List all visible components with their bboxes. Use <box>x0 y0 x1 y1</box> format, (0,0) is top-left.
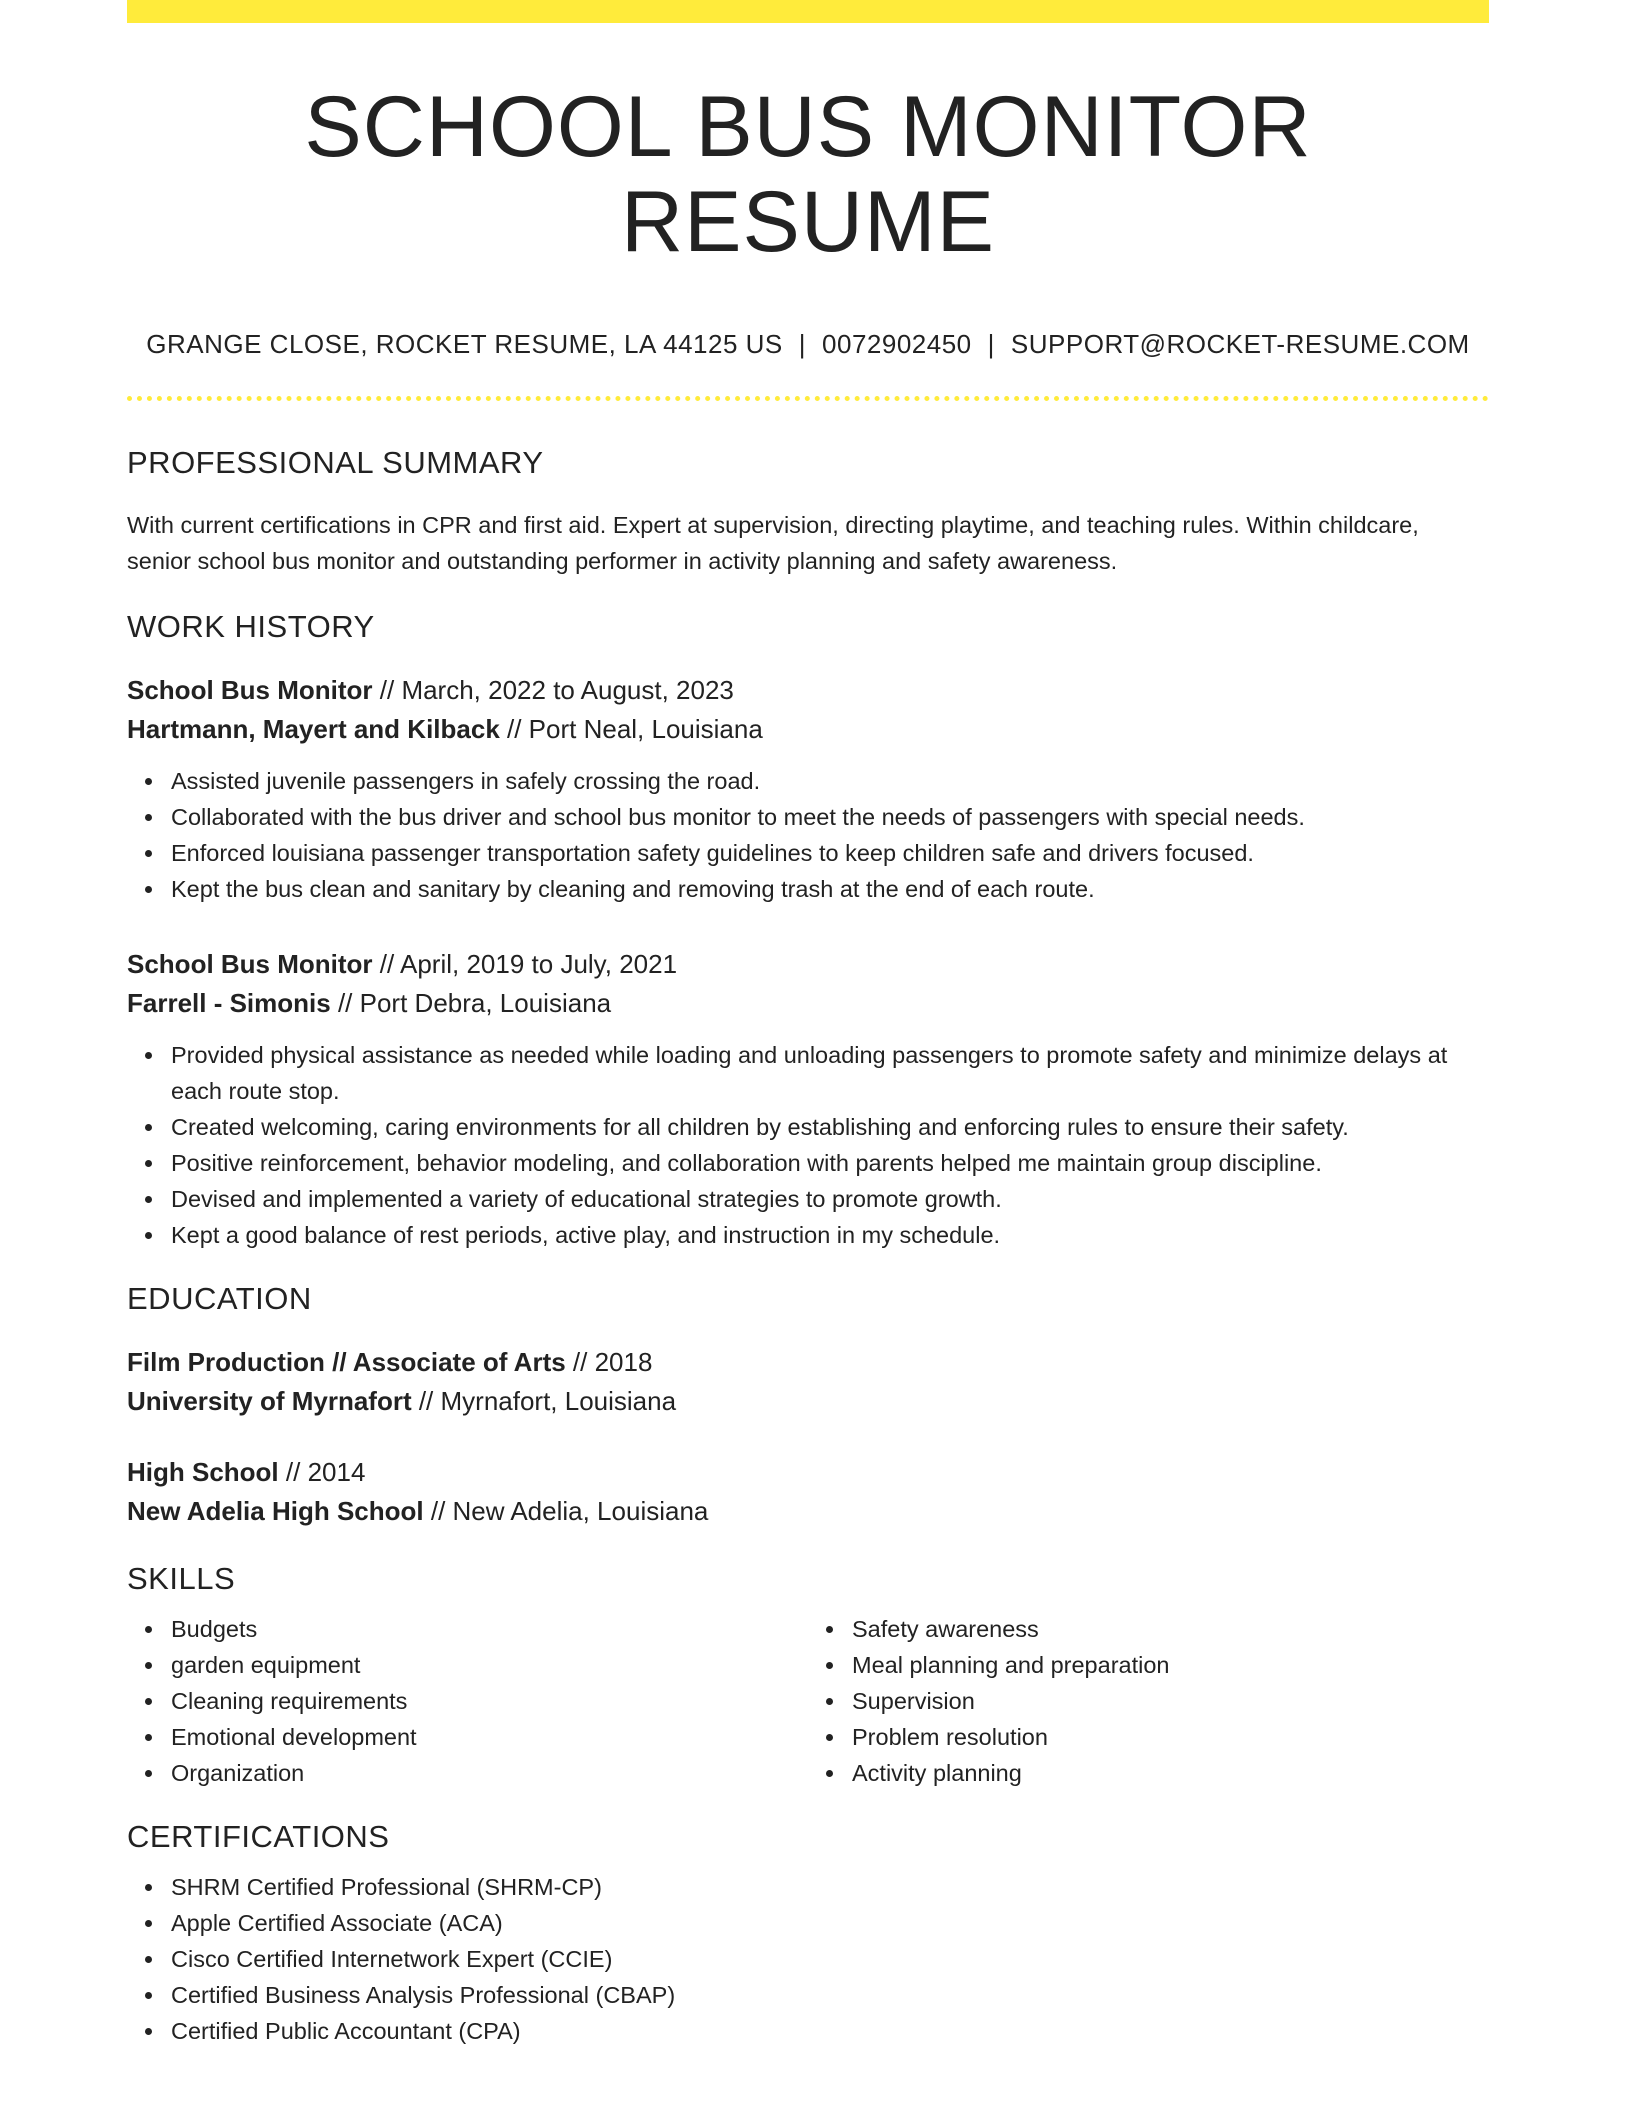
job-entry <box>127 945 1489 1253</box>
certification-item: SHRM Certified Professional (SHRM-CP) <box>171 1869 1489 1905</box>
section-heading-summary: PROFESSIONAL SUMMARY <box>127 445 544 481</box>
skill-item: Supervision <box>852 1683 1489 1719</box>
education-degree-line <box>127 1453 1489 1492</box>
education-school: University of Myrnafort <box>127 1386 412 1417</box>
section-heading-certifications: CERTIFICATIONS <box>127 1819 390 1855</box>
job-bullet: Collaborated with the bus driver and school bus monitor to meet the needs of passengers with special needs. <box>171 799 1489 835</box>
education-year: // 2018 <box>565 1347 653 1378</box>
skill-item: Budgets <box>171 1611 808 1647</box>
education-location: // Myrnafort, Louisiana <box>411 1386 677 1417</box>
contact-phone: 0072902450 <box>822 329 972 360</box>
job-bullets <box>127 763 1489 907</box>
job-title-line <box>127 945 1489 984</box>
education-location: // New Adelia, Louisiana <box>423 1496 709 1527</box>
skill-item: Activity planning <box>852 1755 1489 1791</box>
job-location: // Port Neal, Louisiana <box>499 714 763 745</box>
certification-item: Cisco Certified Internetwork Expert (CCIE) <box>171 1941 1489 1977</box>
job-title: School Bus Monitor <box>127 675 373 706</box>
skill-item: Safety awareness <box>852 1611 1489 1647</box>
contact-address: GRANGE CLOSE, ROCKET RESUME, LA 44125 US <box>146 329 783 360</box>
education-year: // 2014 <box>278 1457 366 1488</box>
job-bullet: Created welcoming, caring environments for all children by establishing and enforcing rules to ensure their safety. <box>171 1109 1489 1145</box>
skill-item: Organization <box>171 1755 808 1791</box>
job-bullet: Kept the bus clean and sanitary by cleaning and removing trash at the end of each route. <box>171 871 1489 907</box>
job-bullet: Provided physical assistance as needed while loading and unloading passengers to promote safety and minimize delays at each route stop. <box>171 1037 1489 1109</box>
job-title: School Bus Monitor <box>127 949 373 980</box>
job-dates: // March, 2022 to August, 2023 <box>372 675 734 706</box>
skill-item: Problem resolution <box>852 1719 1489 1755</box>
certification-item: Apple Certified Associate (ACA) <box>171 1905 1489 1941</box>
contact-line <box>127 329 1489 360</box>
job-bullets <box>127 1037 1489 1253</box>
job-company: Hartmann, Mayert and Kilback <box>127 714 500 745</box>
education-degree: Film Production // Associate of Arts <box>127 1347 566 1378</box>
accent-top-bar <box>127 0 1489 23</box>
education-school-line <box>127 1382 1489 1421</box>
job-company: Farrell - Simonis <box>127 988 331 1019</box>
education-degree-line <box>127 1343 1489 1382</box>
skills-grid <box>127 1611 1489 1791</box>
section-heading-skills: SKILLS <box>127 1561 236 1597</box>
certifications-list <box>127 1869 1489 2049</box>
skill-item: Meal planning and preparation <box>852 1647 1489 1683</box>
section-heading-work-history: WORK HISTORY <box>127 609 375 645</box>
education-school-line <box>127 1492 1489 1531</box>
job-bullet: Devised and implemented a variety of educational strategies to promote growth. <box>171 1181 1489 1217</box>
dotted-divider <box>127 396 1489 401</box>
job-bullet: Kept a good balance of rest periods, active play, and instruction in my schedule. <box>171 1217 1489 1253</box>
education-entry <box>127 1453 1489 1531</box>
skill-item: Emotional development <box>171 1719 808 1755</box>
skills-column-right <box>808 1611 1489 1791</box>
skills-column-left <box>127 1611 808 1791</box>
job-dates: // April, 2019 to July, 2021 <box>372 949 678 980</box>
contact-email: SUPPORT@ROCKET-RESUME.COM <box>1010 329 1470 360</box>
education-entry <box>127 1343 1489 1421</box>
resume-page <box>127 0 1489 2049</box>
job-title-line <box>127 671 1489 710</box>
job-company-line <box>127 710 1489 749</box>
certification-item: Certified Public Accountant (CPA) <box>171 2013 1489 2049</box>
education-degree: High School <box>127 1457 279 1488</box>
section-heading-education: EDUCATION <box>127 1281 312 1317</box>
job-location: // Port Debra, Louisiana <box>330 988 612 1019</box>
summary-text: With current certifications in CPR and first aid. Expert at supervision, directing playtime, and teaching rules. Within childcare, senior school bus monitor and outstanding performer in activity planning and safety awareness. <box>127 512 1419 575</box>
certification-item: Certified Business Analysis Professional (CBAP) <box>171 1977 1489 2013</box>
resume-title: SCHOOL BUS MONITOR RESUME <box>304 79 1312 270</box>
job-entry <box>127 671 1489 907</box>
job-bullet: Positive reinforcement, behavior modeling, and collaboration with parents helped me maintain group discipline. <box>171 1145 1489 1181</box>
education-school: New Adelia High School <box>127 1496 424 1527</box>
contact-separator: | <box>798 329 807 360</box>
job-bullet: Enforced louisiana passenger transportation safety guidelines to keep children safe and drivers focused. <box>171 835 1489 871</box>
skill-item: garden equipment <box>171 1647 808 1683</box>
job-company-line <box>127 984 1489 1023</box>
job-bullet: Assisted juvenile passengers in safely crossing the road. <box>171 763 1489 799</box>
contact-separator: | <box>987 329 995 360</box>
skill-item: Cleaning requirements <box>171 1683 808 1719</box>
